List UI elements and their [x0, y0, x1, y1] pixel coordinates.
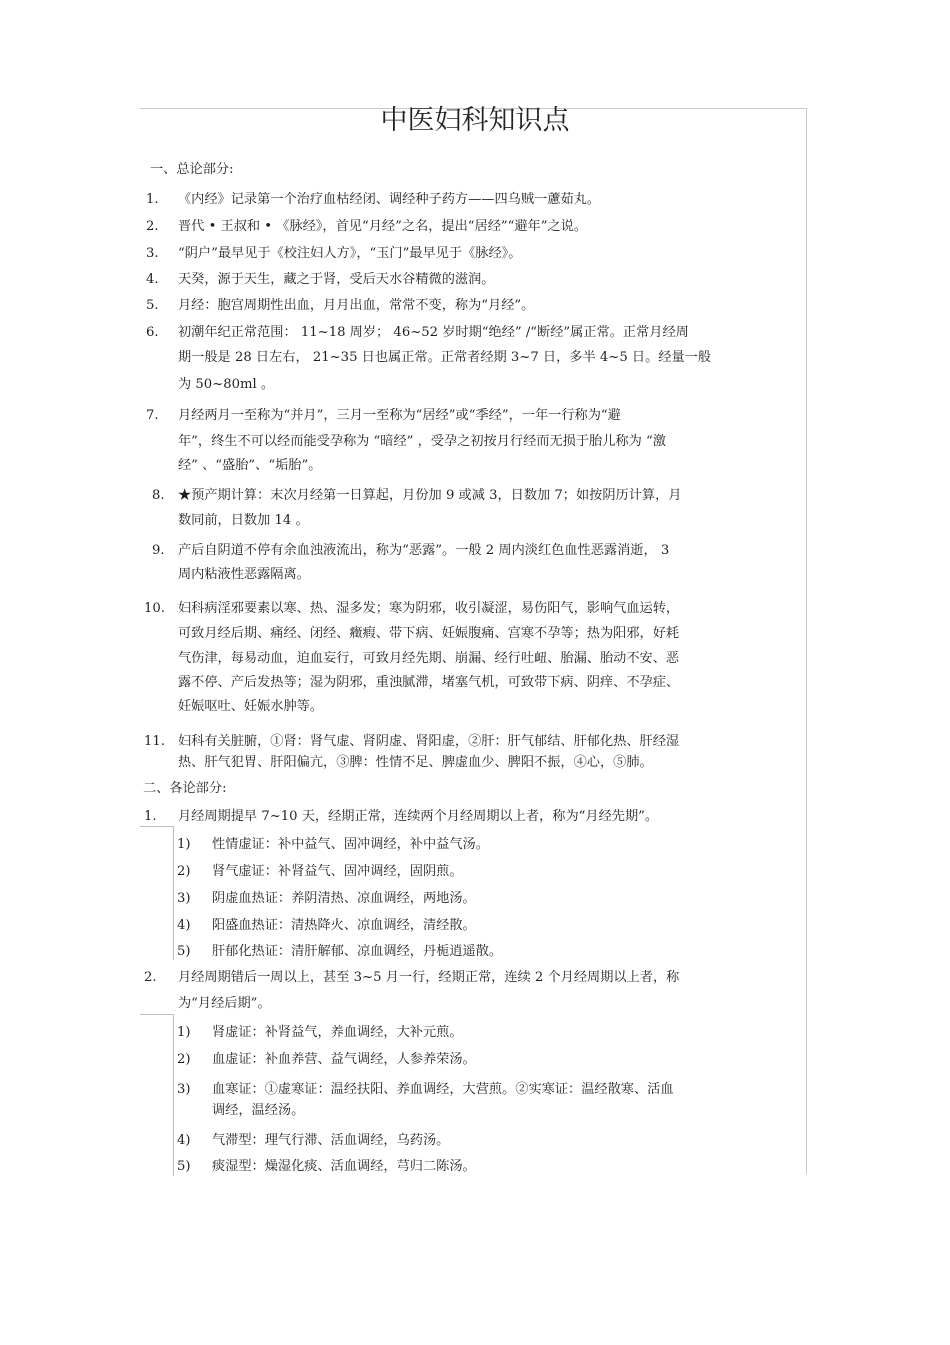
list-item-number: 1. — [146, 192, 159, 207]
sub-item-number: 5) — [177, 944, 191, 959]
sub-item-text: 阴虚血热证：养阴清热、凉血调经，两地汤。 — [212, 891, 476, 906]
list-item-number: 4. — [146, 272, 159, 287]
list-item-number: 7. — [146, 408, 159, 423]
list-item-number: 6. — [146, 325, 159, 340]
sub-item-number: 1) — [177, 1025, 191, 1040]
sub-list-bracket — [173, 826, 174, 960]
list-item-text: 数同前，日数加 14 。 — [178, 513, 309, 528]
sub-list-bracket — [173, 1014, 174, 1176]
list-item-number: 11. — [144, 734, 165, 749]
list-item-text: 妇科有关脏腑，①肾：肾气虚、肾阴虚、肾阳虚，②肝：肝气郁结、肝郁化热、肝经湿 — [178, 734, 680, 749]
section-heading-general: 一、总论部分: — [150, 162, 234, 177]
topic-text: 月经周期提早 7~10 天，经期正常，连续两个月经周期以上者，称为“月经先期”。 — [178, 809, 659, 824]
list-item-text: 月经两月一至称为“并月”，三月一至称为“居经”或“季经”，一年一行称为“避 — [178, 408, 621, 423]
list-item-number: 8. — [152, 488, 165, 503]
list-item-text: 月经：胞宫周期性出血，月月出血，常常不变，称为“月经”。 — [178, 298, 535, 313]
sub-item-text: 性情虚证：补中益气、固冲调经，补中益气汤。 — [212, 837, 489, 852]
sub-item-text: 调经，温经汤。 — [212, 1103, 305, 1118]
list-item-text: 气伤津，每易动血，迫血妄行，可致月经先期、崩漏、经行吐衄、胎漏、胎动不安、恶 — [178, 651, 680, 666]
sub-item-number: 4) — [177, 1133, 191, 1148]
sub-item-number: 2) — [177, 864, 191, 879]
list-item-text: 期一般是 28 日左右， 21~35 日也属正常。正常者经期 3~7 日，多半 4~5 日。经量一般 — [178, 350, 712, 365]
topic-underline — [140, 826, 174, 827]
list-item-text: ★预产期计算：末次月经第一日算起，月份加 9 或减 3，日数加 7；如按阴历计算，月 — [178, 488, 682, 503]
list-item-text: 妊娠呕吐、妊娠水肿等。 — [178, 699, 324, 714]
document-title: 中医妇科知识点 — [380, 105, 570, 136]
list-item-text: 周内粘液性恶露隔离。 — [178, 567, 310, 582]
list-item-text: “阴户”最早见于《校注妇人方》，“玉门”最早见于《脉经》。 — [178, 246, 522, 261]
sub-item-number: 4) — [177, 918, 191, 933]
sub-item-number: 5) — [177, 1159, 191, 1174]
list-item-number: 10. — [144, 601, 165, 616]
sub-item-text: 肝郁化热证：清肝解郁、凉血调经，丹栀逍遥散。 — [212, 944, 503, 959]
sub-item-number: 2) — [177, 1052, 191, 1067]
list-item-number: 2. — [146, 219, 159, 234]
sub-item-number: 3) — [177, 1082, 191, 1097]
list-item-text: 妇科病淫邪要素以寒、热、湿多发；寒为阴邪，收引凝涩，易伤阳气，影响气血运转， — [178, 601, 680, 616]
list-item-text: 初潮年纪正常范围： 11~18 周岁； 46~52 岁时期“绝经” /“断经”属正常。正常月经周 — [178, 325, 689, 340]
list-item-text: 可致月经后期、痛经、闭经、癥瘕、带下病、妊娠腹痛、宫寒不孕等；热为阳邪，好耗 — [178, 626, 680, 641]
list-item-number: 3. — [146, 246, 159, 261]
sub-item-number: 1) — [177, 837, 191, 852]
list-item-text: 天癸，源于天生，藏之于肾，受后天水谷精微的滋润。 — [178, 272, 495, 287]
section-heading-specific: 二、各论部分: — [143, 781, 227, 796]
sub-item-text: 血虚证：补血养营、益气调经，人参养荣汤。 — [212, 1052, 476, 1067]
list-item-text: 《内经》记录第一个治疗血枯经闭、调经种子药方——四乌贼一藘茹丸。 — [178, 192, 600, 207]
list-item-number: 9. — [152, 543, 165, 558]
sub-item-number: 3) — [177, 891, 191, 906]
list-item-number: 5. — [146, 298, 159, 313]
topic-number: 2. — [144, 970, 157, 985]
sub-item-text: 肾虚证：补肾益气，养血调经，大补元煎。 — [212, 1025, 463, 1040]
topic-text: 月经周期错后一周以上，甚至 3~5 月一行，经期正常，连续 2 个月经周期以上者，称 — [178, 970, 680, 985]
topic-text: 为“月经后期”。 — [178, 996, 271, 1011]
list-item-text: 热、肝气犯胃、肝阳偏亢，③脾：性情不足、脾虚血少、脾阳不振，④心，⑤肺。 — [178, 755, 653, 770]
list-item-text: 产后自阴道不停有余血浊液流出，称为“恶露”。一般 2 周内淡红色血性恶露消逝， 3 — [178, 543, 670, 558]
sub-item-text: 气滞型：理气行滞、活血调经，乌药汤。 — [212, 1133, 450, 1148]
list-item-text: 晋代 • 王叔和 • 《脉经》，首见“月经”之名，提出“居经”“避年”之说。 — [178, 219, 588, 234]
list-item-text: 经” 、“盛胎”、“垢胎”。 — [178, 458, 322, 473]
list-item-text: 露不停、产后发热等；湿为阴邪，重浊腻滞，堵塞气机，可致带下病、阴痒、不孕症、 — [178, 675, 680, 690]
sub-item-text: 痰湿型：燥湿化痰、活血调经，芎归二陈汤。 — [212, 1159, 476, 1174]
sub-item-text: 阳盛血热证：清热降火、凉血调经，清经散。 — [212, 918, 476, 933]
page-right-rule — [806, 108, 807, 1174]
list-item-text: 为 50~80ml 。 — [178, 377, 275, 392]
sub-item-text: 血寒证：①虚寒证：温经扶阳、养血调经，大营煎。②实寒证：温经散寒、活血 — [212, 1082, 674, 1097]
sub-item-text: 肾气虚证：补肾益气、固冲调经，固阴煎。 — [212, 864, 463, 879]
topic-number: 1. — [144, 809, 157, 824]
topic-underline — [140, 1014, 174, 1015]
list-item-text: 年”，终生不可以经而能受孕称为 “暗经” ，受孕之初按月行经而无损于胎儿称为 “激 — [178, 434, 666, 449]
